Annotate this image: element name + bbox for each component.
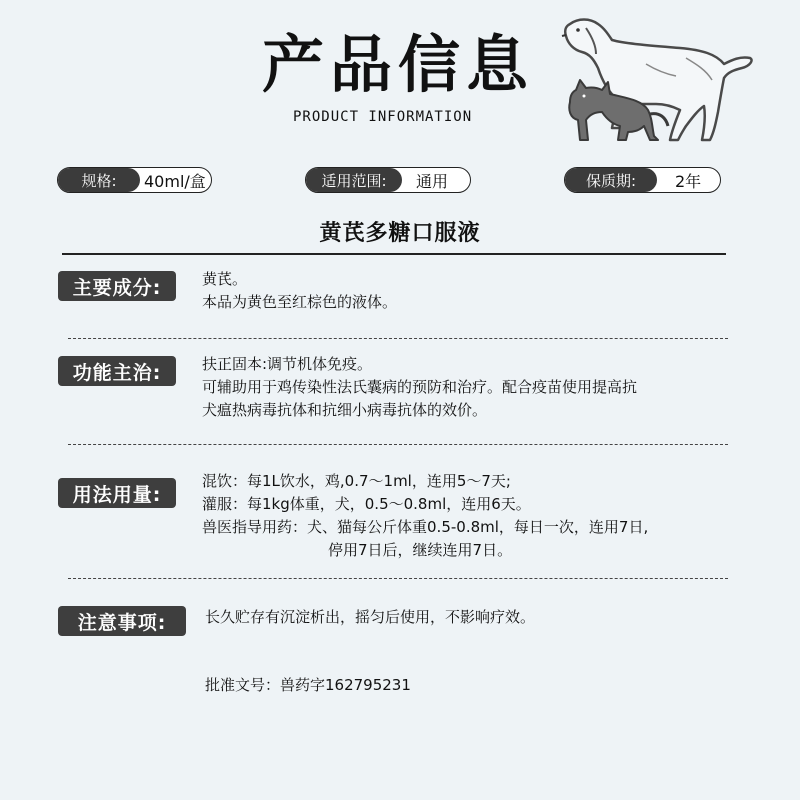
text-line: 扶正固本:调节机体免疫。 bbox=[202, 355, 373, 373]
text-line: 混饮：每1L饮水，鸡,0.7～1ml，连用5～7天; bbox=[202, 472, 511, 490]
section-body-ingredients bbox=[202, 268, 397, 314]
spec-shelf-life-value: 2年 bbox=[675, 171, 702, 191]
spec-scope-value: 通用 bbox=[416, 171, 449, 191]
text-line: 长久贮存有沉淀析出，摇匀后使用，不影响疗效。 bbox=[205, 608, 536, 626]
text-line: 灌服：每1kg体重，犬，0.5～0.8ml，连用6天。 bbox=[202, 495, 531, 513]
section-body-notes bbox=[205, 606, 535, 629]
text-line: 犬瘟热病毒抗体和抗细小病毒抗体的效价。 bbox=[202, 401, 488, 419]
section-label-ingredients: 主要成分: bbox=[58, 271, 176, 301]
dashed-divider bbox=[68, 338, 728, 339]
spec-size-value: 40ml/盒 bbox=[144, 171, 206, 191]
dog-and-cat-icon bbox=[556, 14, 760, 146]
page-title: 产品信息 bbox=[262, 28, 535, 101]
section-body-dosage bbox=[202, 470, 648, 562]
spec-size bbox=[57, 167, 212, 193]
spec-shelf-life-key: 保质期: bbox=[565, 168, 657, 192]
product-name: 黄芪多糖口服液 bbox=[319, 221, 481, 246]
spec-scope bbox=[305, 167, 471, 193]
text-line: 可辅助用于鸡传染性法氏囊病的预防和治疗。配合疫苗使用提高抗 bbox=[202, 378, 638, 396]
text-line: 停用7日后，继续连用7日。 bbox=[328, 541, 513, 559]
section-label-notes: 注意事项: bbox=[58, 606, 186, 636]
spec-size-key: 规格: bbox=[58, 168, 140, 192]
dashed-divider bbox=[68, 578, 728, 579]
approval-number: 批准文号：兽药字162795231 bbox=[205, 676, 411, 694]
section-label-dosage: 用法用量: bbox=[58, 478, 176, 508]
page-subtitle: PRODUCT INFORMATION bbox=[293, 109, 473, 125]
section-body-functions bbox=[202, 353, 637, 422]
spec-shelf-life bbox=[564, 167, 721, 193]
spec-scope-key: 适用范围: bbox=[306, 168, 402, 192]
text-line: 本品为黄色至红棕色的液体。 bbox=[202, 293, 398, 311]
divider bbox=[62, 253, 726, 255]
text-line: 兽医指导用药：犬、猫每公斤体重0.5-0.8ml，每日一次，连用7日, bbox=[202, 518, 649, 536]
dashed-divider bbox=[68, 444, 728, 445]
section-label-functions: 功能主治: bbox=[58, 356, 176, 386]
text-line: 黄芪。 bbox=[202, 270, 248, 288]
